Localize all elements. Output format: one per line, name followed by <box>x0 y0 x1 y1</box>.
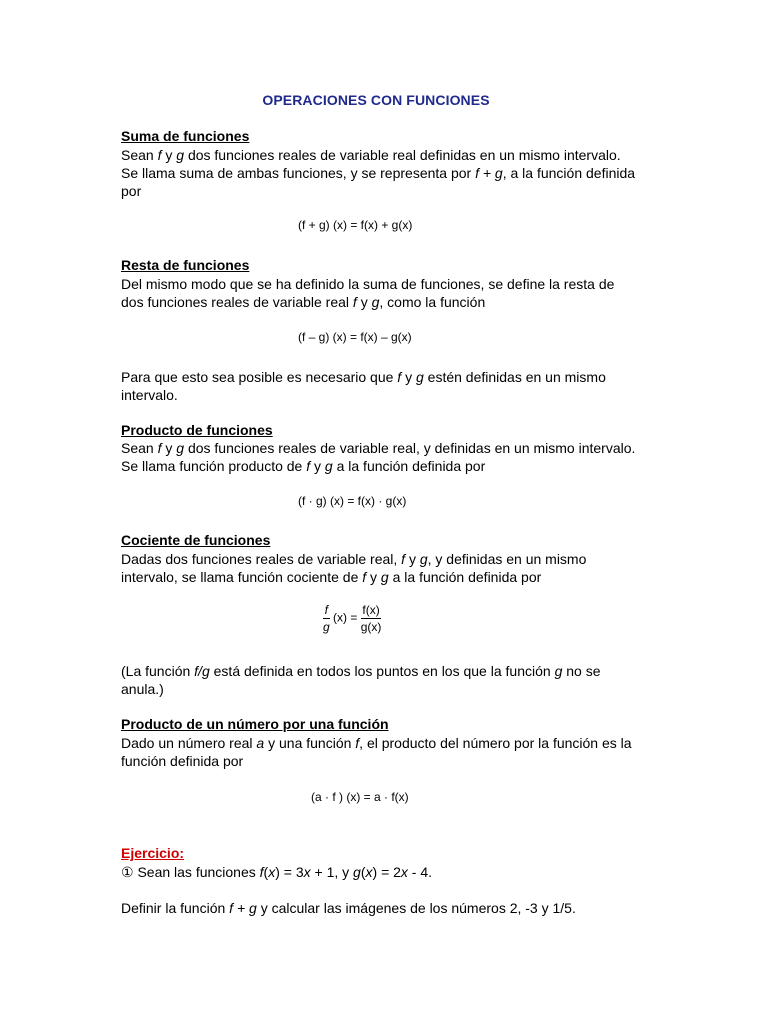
formula-producto: (f · g) (x) = f(x) · g(x) <box>298 494 407 508</box>
page-title: OPERACIONES CON FUNCIONES <box>262 92 490 108</box>
heading-suma: Suma de funciones <box>121 128 250 144</box>
paragraph-producto: Sean f y g dos funciones reales de variable real, y definidas en un mismo intervalo. Se llama función producto de f y g a la función definida por <box>121 440 636 474</box>
heading-producto-numero: Producto de un número por una función <box>121 716 389 732</box>
formula-producto-numero: (a · f ) (x) = a · f(x) <box>311 790 409 804</box>
heading-ejercicio: Ejercicio: <box>121 845 185 861</box>
paragraph-resta: Del mismo modo que se ha definido la suma de funciones, se define la resta de dos funciones reales de variable real f y g, como la función <box>121 276 615 310</box>
number-one-marker-icon: ① <box>121 864 134 880</box>
fraction-fx-over-gx: $\frac{f(x)}{g(x)}$ <box>360 603 382 634</box>
formula-cociente: $\frac{f}{g}$ (x) = $\frac{f(x)}{g(x)}$ <box>323 603 382 634</box>
fraction-f-over-g: $\frac{f}{g}$ <box>323 603 330 634</box>
paragraph-resta-note: Para que esto sea posible es necesario que f y g estén definidas en un mismo intervalo. <box>121 369 606 403</box>
paragraph-suma: Sean f y g dos funciones reales de variable real definidas en un mismo intervalo. Se llama suma de ambas funciones, y se representa por f + g, a la función definida por <box>121 147 636 199</box>
formula-suma: (f + g) (x) = f(x) + g(x) <box>298 218 413 232</box>
heading-resta: Resta de funciones <box>121 257 250 273</box>
paragraph-cociente: Dadas dos funciones reales de variable real, f y g, y definidas en un mismo intervalo, se llama función cociente de f y g a la función definida por <box>121 551 587 585</box>
exercise-line-2: Definir la función f + g y calcular las imágenes de los números 2, -3 y 1/5. <box>121 900 576 916</box>
exercise-line-1: ① Sean las funciones f(x) = 3x + 1, y g(x) = 2x - 4. <box>121 864 433 880</box>
formula-resta: (f – g) (x) = f(x) – g(x) <box>298 330 412 344</box>
paragraph-producto-numero: Dado un número real a y una función f, el producto del número por la función es la función definida por <box>121 735 632 769</box>
heading-producto: Producto de funciones <box>121 422 273 438</box>
paragraph-cociente-note: (La función f/g está definida en todos los puntos en los que la función g no se anula.) <box>121 663 601 697</box>
heading-cociente: Cociente de funciones <box>121 532 271 548</box>
